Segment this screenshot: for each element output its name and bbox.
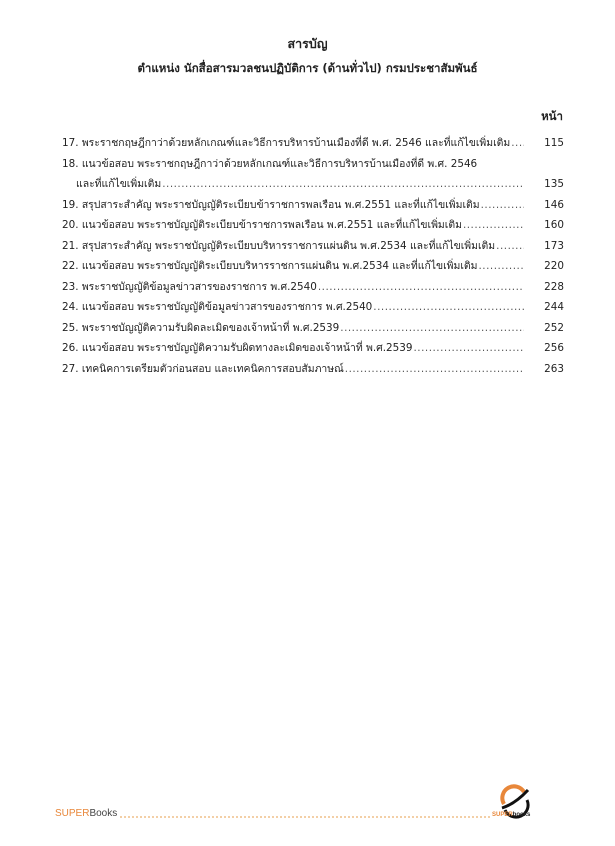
- dot-leader: [345, 363, 524, 375]
- toc-entry-17[interactable]: 17. พระราชกฤษฎีกาว่าด้วยหลักเกณฑ์และวิธีการบริหารบ้านเมืองที่ดี พ.ศ. 2546 และที่แก้ไขเพิ่มเติม ..... 115: [62, 134, 564, 155]
- dot-leader: [340, 322, 524, 334]
- dot-leader: [162, 178, 524, 190]
- table-of-contents: [62, 134, 564, 380]
- dot-leader: [413, 342, 524, 354]
- dot-leader: [463, 219, 524, 231]
- toc-entry-23[interactable]: 23. พระราชบัญญัติข้อมูลข่าวสารของราชการ พ.ศ.2540 ..... 228: [62, 278, 564, 299]
- toc-entry-25[interactable]: 25. พระราชบัญญัติความรับผิดละเมิดของเจ้าหน้าที่ พ.ศ.2539 ..... 252: [62, 319, 564, 340]
- dot-leader: [373, 301, 524, 313]
- dot-leader: [496, 240, 524, 252]
- logo-text: SUPERbooks: [492, 812, 531, 818]
- page-column-header: หน้า: [541, 109, 563, 123]
- dot-leader: [318, 281, 524, 293]
- dot-leader: [481, 199, 524, 211]
- footer-divider: [120, 816, 490, 818]
- toc-entry-19[interactable]: 19. สรุปสาระสำคัญ พระราชบัญญัติระเบียบข้าราชการพลเรือน พ.ศ.2551 และที่แก้ไขเพิ่มเติม ..... 146: [62, 196, 564, 217]
- page-subtitle: ตำแหน่ง นักสื่อสารมวลชนปฏิบัติการ (ด้านทั่วไป) กรมประชาสัมพันธ์: [137, 61, 478, 75]
- toc-entry-27[interactable]: 27. เทคนิคการเตรียมตัวก่อนสอบ และเทคนิคการสอบสัมภาษณ์ ..... 263: [62, 360, 564, 381]
- footer-brand: SUPERBooks: [55, 808, 118, 819]
- toc-entry-20[interactable]: 20. แนวข้อสอบ พระราชบัญญัติระเบียบข้าราชการพลเรือน พ.ศ.2551 และที่แก้ไขเพิ่มเติม ..... 160: [62, 216, 564, 237]
- toc-entry-18[interactable]: 18. แนวข้อสอบ พระราชกฤษฎีกาว่าด้วยหลักเกณฑ์และวิธีการบริหารบ้านเมืองที่ดี พ.ศ. 2546: [62, 157, 478, 170]
- dot-leader: [478, 260, 524, 272]
- toc-entry-22[interactable]: 22. แนวข้อสอบ พระราชบัญญัติระเบียบบริหารราชการแผ่นดิน พ.ศ.2534 และที่แก้ไขเพิ่มเติม ..... 220: [62, 257, 564, 278]
- page-title: สารบัญ: [287, 36, 328, 51]
- toc-entry-18-continuation[interactable]: และที่แก้ไขเพิ่มเติม ..... 135: [62, 175, 564, 196]
- toc-entry-21[interactable]: 21. สรุปสาระสำคัญ พระราชบัญญัติระเบียบบริหารราชการแผ่นดิน พ.ศ.2534 และที่แก้ไขเพิ่มเติม ..... 173: [62, 237, 564, 258]
- toc-entry-26[interactable]: 26. แนวข้อสอบ พระราชบัญญัติความรับผิดทางละเมิดของเจ้าหน้าที่ พ.ศ.2539 ..... 256: [62, 339, 564, 360]
- dot-leader: [511, 137, 524, 149]
- toc-entry-24[interactable]: 24. แนวข้อสอบ พระราชบัญญัติข้อมูลข่าวสารของราชการ พ.ศ.2540 ..... 244: [62, 298, 564, 319]
